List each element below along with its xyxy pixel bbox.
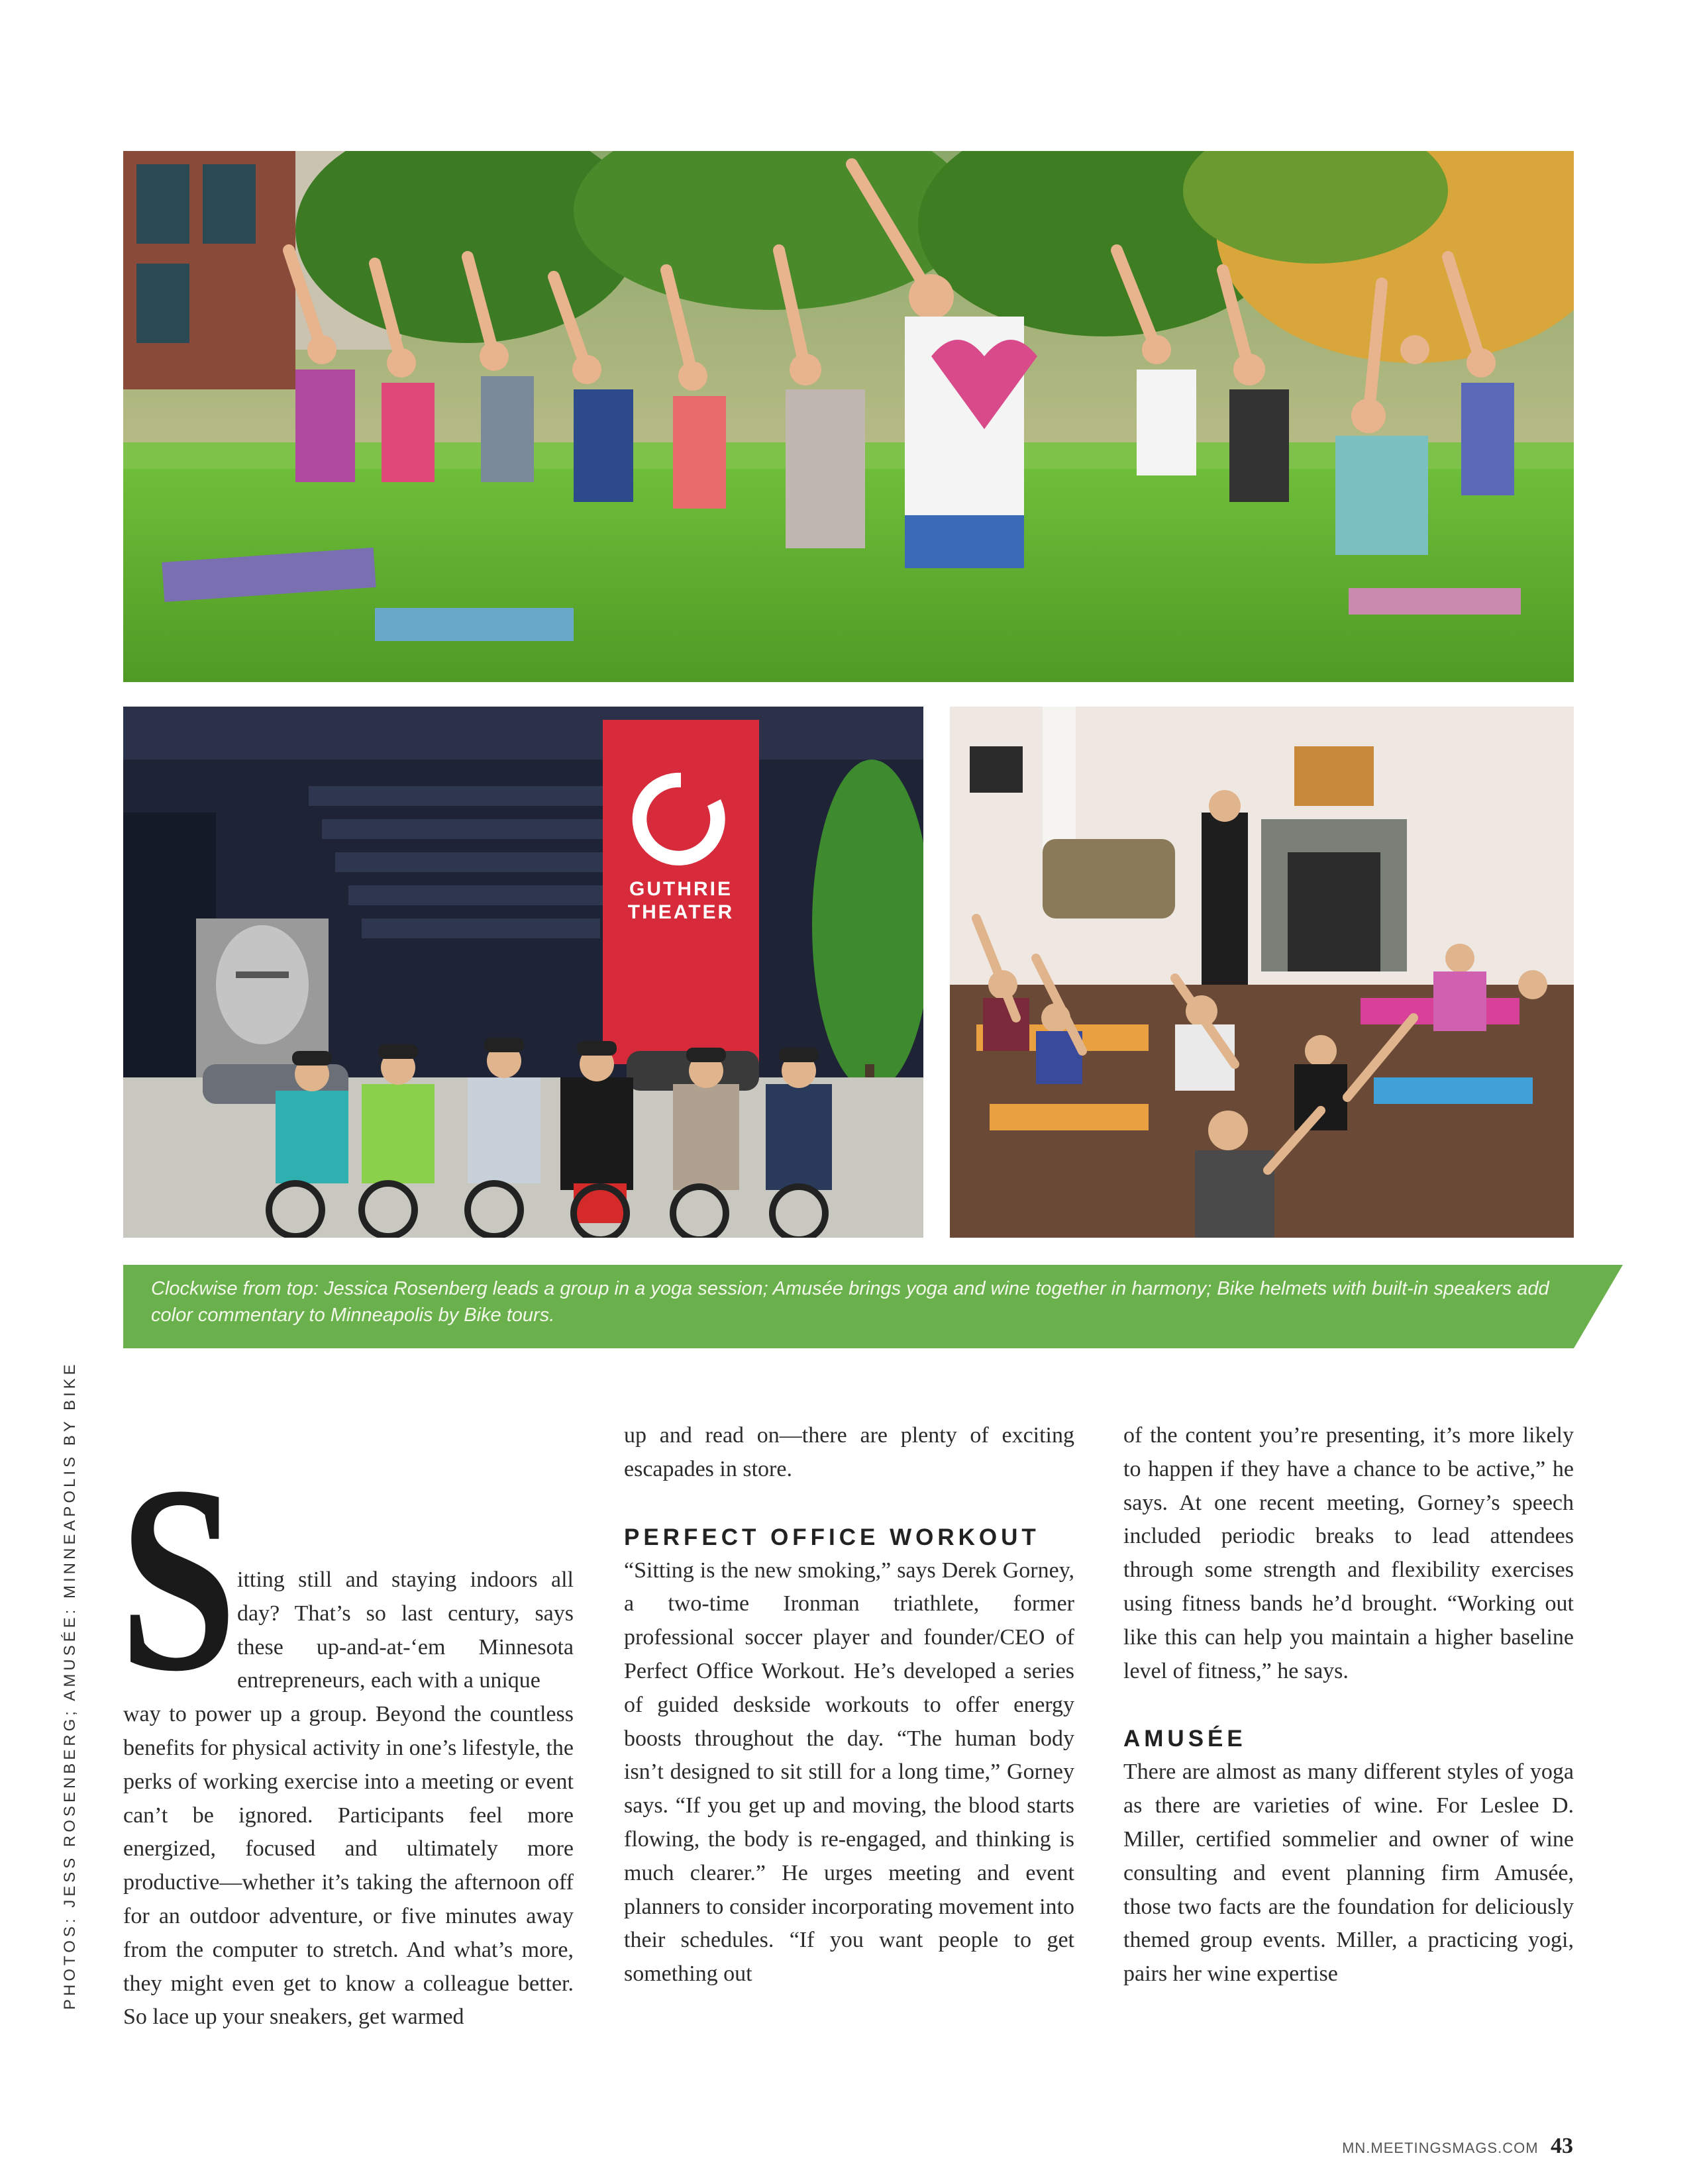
theater-sign-line2: THEATER [627, 901, 735, 923]
footer-site-url[interactable]: MN.MEETINGSMAGS.COM [1342, 2140, 1539, 2156]
article-column-1 [119, 1419, 574, 2034]
drop-cap-letter: S [119, 1430, 237, 1677]
photo-caption: Clockwise from top: Jessica Rosenberg leads a group in a yoga session; Amusée brings yoga and wine together in harmony; Bike helmets with built-in speakers add color commentary to Minneapolis by Bike tours. [151, 1278, 1549, 1326]
photo-credit: PHOTOS: JESS ROSENBERG; AMUSÉE: MINNEAPOLIS BY BIKE [61, 1361, 79, 2010]
page-footer [1342, 2134, 1573, 2159]
photo-caption-band [123, 1265, 1623, 1348]
page-number: 43 [1551, 2134, 1573, 2158]
intro-paragraph-continued: up and read on—there are plenty of exciting escapades in store. [624, 1423, 1074, 1481]
article-column-2 [624, 1419, 1074, 1991]
intro-paragraph: way to power up a group. Beyond the countless benefits for physical activity in one’s lifestyle, the perks of working exercise into a meeting or event can’t be ignored. Participants feel more energized, focused and ultimately more productive—whether it’s taking the afternoon off for an outdoor adventure, or five minutes away from the computer to stretch. And what’s more, they might even get to know a colleague better. So lace up your sneakers, get warmed [123, 1702, 574, 2030]
section-body-amusee: There are almost as many different styles of yoga as there are varieties of wine. For Leslee D. Miller, certified sommelier and owner of wine consulting and event planning firm Amusée, those two facts are the foundation for deliciously themed group events. Miller, a practicing yogi, pairs her wine expertise [1123, 1760, 1574, 1987]
section-heading-amusee: AMUSÉE [1123, 1726, 1247, 1752]
photo-amusee-yoga [950, 707, 1574, 1238]
section-body-perfect-office-workout-continued: of the content you’re presenting, it’s more likely to happen if they have a chance to be active,” he says. At one recent meeting, Gorney’s speech included periodic breaks to lead attendees through some strength and flexibility exercises using fitness bands he’d brought. “Working out like this can help you maintain a higher baseline level of fitness,” he says. [1123, 1423, 1574, 1683]
section-heading-perfect-office-workout: PERFECT OFFICE WORKOUT [624, 1524, 1040, 1550]
drop-cap [119, 1409, 237, 1677]
intro-paragraph-start: itting still and staying indoors all day? That’s so last century, says these up-and-at-‘em Minnesota entrepreneurs, each with a unique [237, 1567, 574, 1693]
section-body-perfect-office-workout: “Sitting is the new smoking,” says Derek Gorney, a two-time Ironman triathlete, former professional soccer player and founder/CEO of Perfect Office Workout. He’s developed a series of guided deskside workouts to offer energy boosts throughout the day. “The human body isn’t designed to sit still for a long time,” Gorney says. “If you get up and moving, the blood starts flowing, the body is re-engaged, and thinking is much clearer.” He urges meeting and event planners to consider incorporating movement into their schedules. “If you want people to get something out [624, 1558, 1074, 1987]
theater-sign-line1: GUTHRIE [629, 878, 733, 900]
photo-outdoor-yoga [123, 151, 1574, 682]
article-column-3 [1123, 1419, 1574, 1991]
photo-bike-tour [123, 707, 923, 1238]
